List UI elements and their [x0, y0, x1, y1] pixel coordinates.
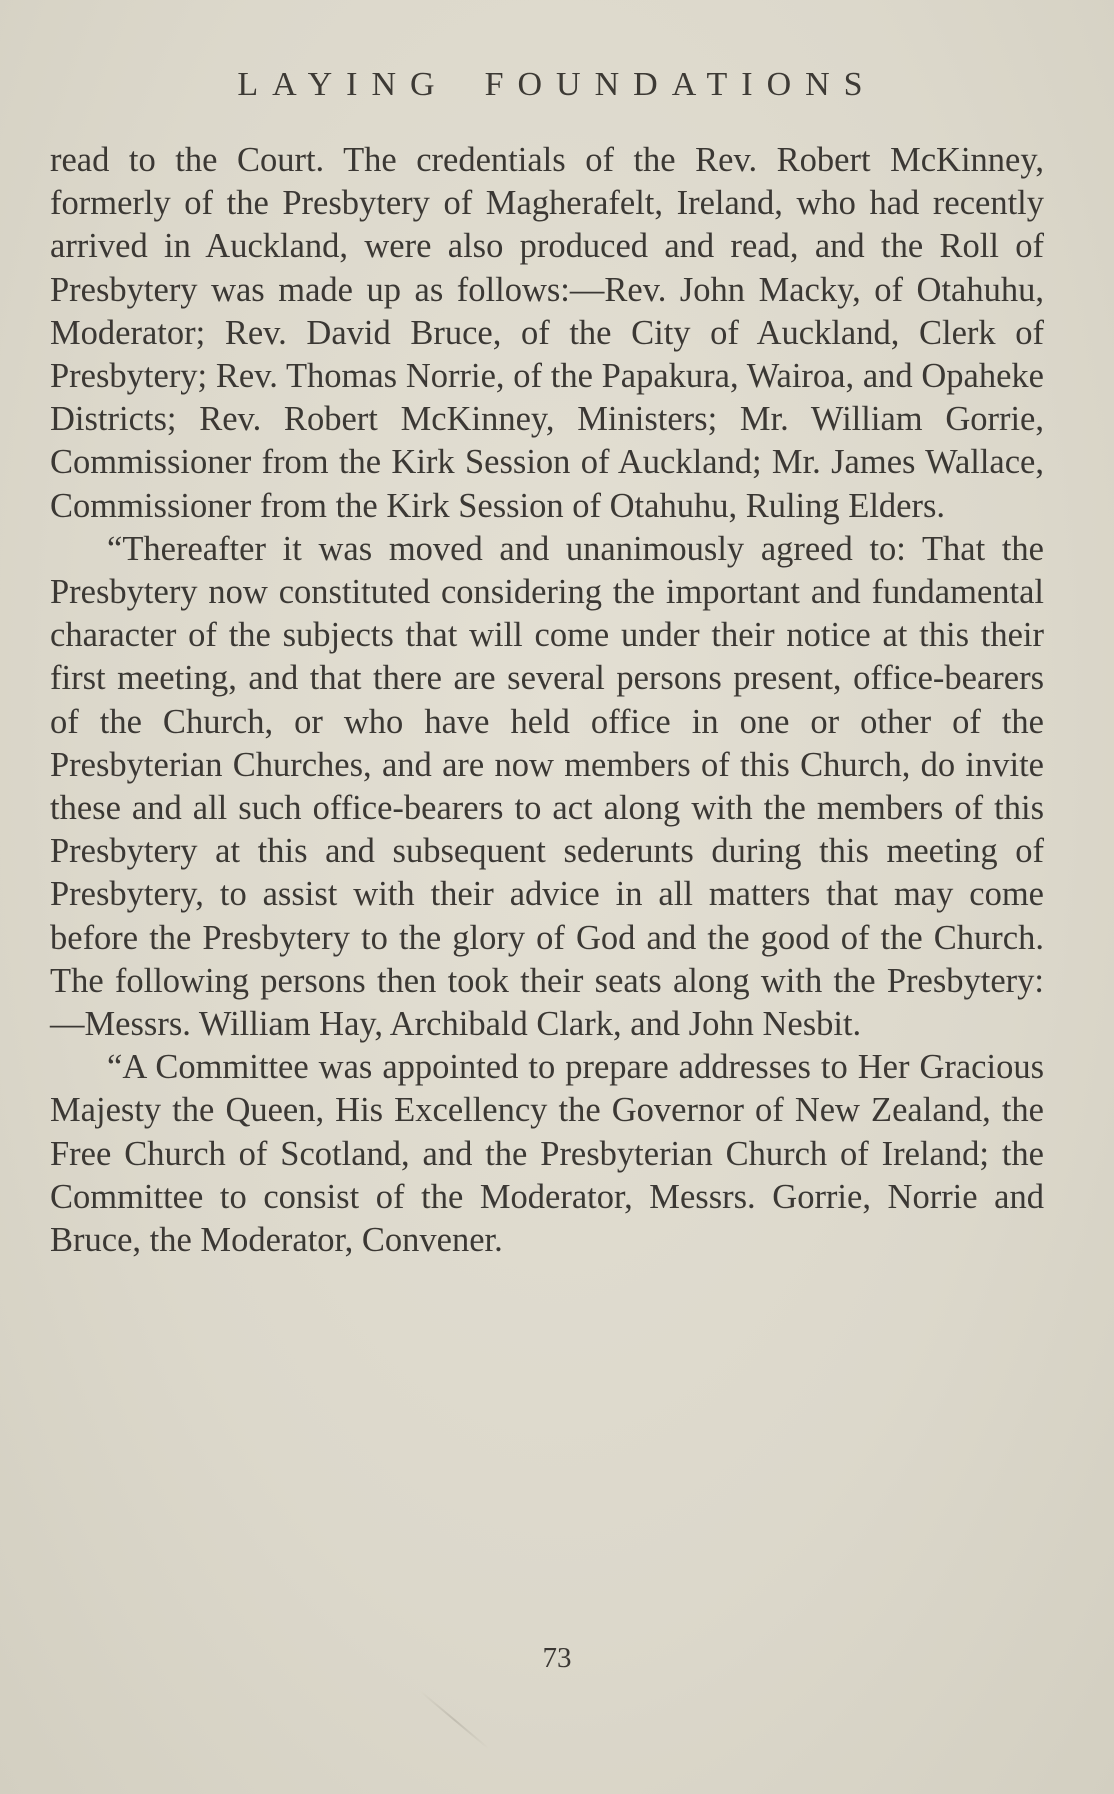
paper-crease	[419, 1690, 489, 1749]
running-head	[0, 66, 1114, 104]
body-text	[50, 139, 1044, 1262]
page-number: 73	[542, 1642, 572, 1674]
paragraph-2: “Thereafter it was moved and unanimously agreed to: That the Presbytery now constituted considering the important and fundamental character of the subjects that will come under their notice at this their first meeting, and that there are several persons present, office-bearers of the Church, or who have held office in one or other of the Presbyterian Churches, and are now members of this Church, do invite these and all such office-bearers to act along with the members of this Presbytery at this and subsequent sederunts during this meeting of Presbytery, to assist with their advice in all matters that may come before the Presbytery to the glory of God and the good of the Church. The following persons then took their seats along with the Presbytery:—Messrs. William Hay, Archibald Clark, and John Nesbit.	[50, 529, 1044, 1044]
running-head-word-2: FOUNDATIONS	[484, 66, 877, 103]
running-head-word-1: LAYING	[237, 66, 449, 103]
paragraph-1: read to the Court. The credentials of the Rev. Robert McKinney, formerly of the Presbytery of Magherafelt, Ireland, who had recently arrived in Auckland, were also produced and read, and the Roll of Presbytery was made up as follows:—Rev. John Macky, of Otahuhu, Moderator; Rev. David Bruce, of the City of Auckland, Clerk of Presbytery; Rev. Thomas Norrie, of the Papakura, Wairoa, and Opaheke Districts; Rev. Robert McKinney, Ministers; Mr. William Gorrie, Commissioner from the Kirk Session of Auckland; Mr. James Wallace, Commissioner from the Kirk Session of Otahuhu, Ruling Elders.	[50, 141, 1044, 525]
paragraph-3: “A Committee was appointed to prepare addresses to Her Gracious Majesty the Queen, His Excellency the Governor of New Zealand, the Free Church of Scotland, and the Presbyterian Church of Ireland; the Committee to consist of the Moderator, Messrs. Gorrie, Norrie and Bruce, the Moderator, Convener.	[50, 1048, 1044, 1260]
